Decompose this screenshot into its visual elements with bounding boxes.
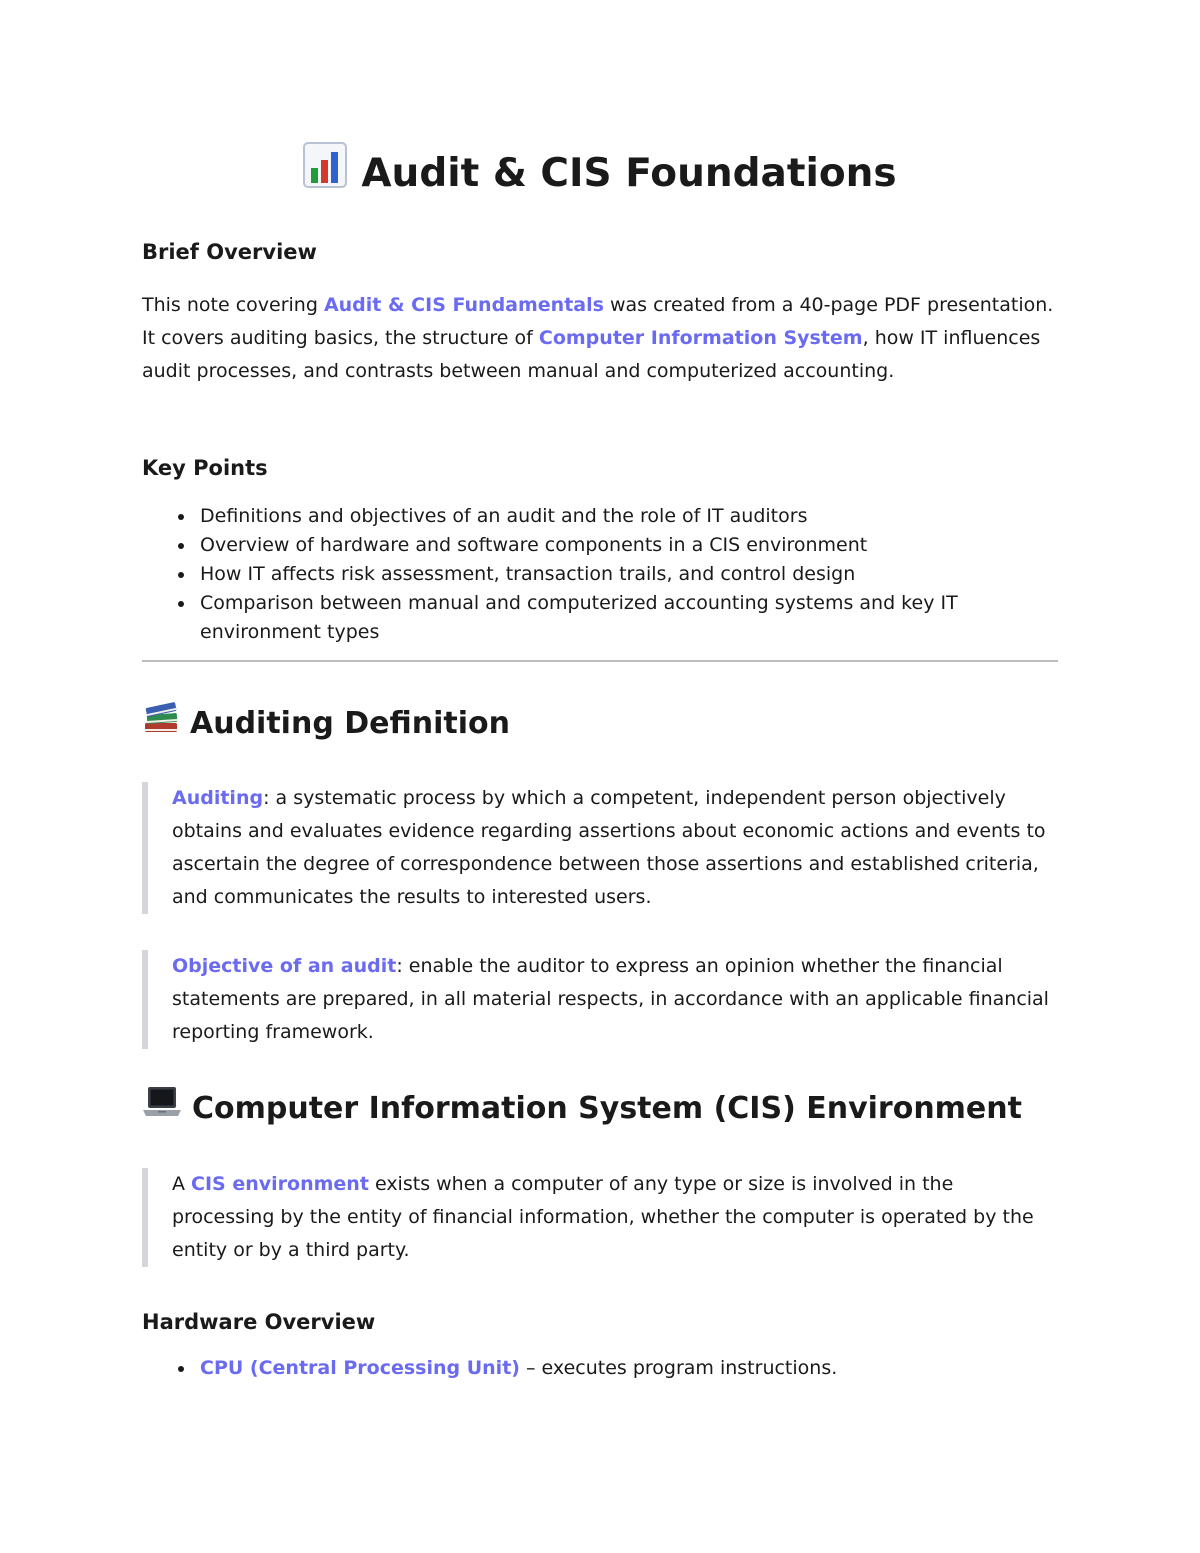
objective-of-audit-link[interactable]: Objective of an audit bbox=[172, 955, 397, 977]
list-item-text: Overview of hardware and software components in a CIS environment bbox=[200, 534, 868, 556]
section-divider bbox=[142, 660, 1058, 662]
bullet-dot bbox=[178, 1366, 184, 1372]
bullet-dot bbox=[178, 572, 184, 578]
auditing-definition-heading-text: Auditing Definition bbox=[190, 705, 510, 741]
list-item-text: Definitions and objectives of an audit and the role of IT auditors bbox=[200, 505, 808, 527]
hardware-list bbox=[142, 1354, 1058, 1383]
key-points-heading: Key Points bbox=[142, 456, 268, 480]
page-title bbox=[142, 142, 1058, 206]
list-item bbox=[142, 1354, 1058, 1383]
cpu-link[interactable]: CPU (Central Processing Unit) bbox=[200, 1357, 520, 1379]
brief-overview-paragraph bbox=[142, 289, 1058, 388]
key-points-list bbox=[142, 502, 1058, 647]
laptop-icon bbox=[142, 1085, 182, 1132]
overview-text-1: This note covering bbox=[142, 294, 324, 316]
auditing-definition-quote bbox=[142, 782, 1058, 914]
cis-environment-text: exists when a computer of any type or size is involved in the processing by the entity of financial information, whether the computer is operated by the entity or by a third party. bbox=[172, 1173, 1034, 1261]
bar-chart-icon bbox=[303, 142, 347, 206]
list-item-text: Comparison between manual and computerized accounting systems and key IT environment types bbox=[200, 592, 958, 643]
audit-cis-fundamentals-link[interactable]: Audit & CIS Fundamentals bbox=[323, 294, 604, 316]
overview-text-3: , how IT influences audit processes, and contrasts between manual and computerized accounting. bbox=[142, 327, 1041, 382]
bullet-dot bbox=[178, 514, 184, 520]
overview-text-2: was created from a 40-page PDF presentation. It covers auditing basics, the structure of bbox=[142, 294, 1054, 349]
list-item bbox=[142, 531, 1058, 560]
books-icon bbox=[142, 699, 180, 748]
cpu-description: – executes program instructions. bbox=[519, 1357, 838, 1379]
auditing-term-link[interactable]: Auditing bbox=[172, 787, 264, 809]
cis-environment-link[interactable]: CIS environment bbox=[191, 1173, 369, 1195]
list-item bbox=[142, 502, 1058, 531]
hardware-overview-heading: Hardware Overview bbox=[142, 1310, 376, 1334]
bullet-dot bbox=[178, 601, 184, 607]
list-item bbox=[142, 560, 1058, 589]
auditing-definition-heading bbox=[142, 699, 510, 748]
cis-environment-heading bbox=[142, 1085, 1022, 1132]
cis-environment-heading-text: Computer Information System (CIS) Environment bbox=[192, 1090, 1022, 1126]
list-item-text: How IT affects risk assessment, transaction trails, and control design bbox=[200, 563, 856, 585]
bullet-dot bbox=[178, 543, 184, 549]
audit-objective-quote bbox=[142, 950, 1058, 1049]
audit-objective-text: : enable the auditor to express an opinion whether the financial statements are prepared, in all material respects, in accordance with an applicable financial reporting framework. bbox=[172, 955, 1049, 1043]
auditing-definition-text: : a systematic process by which a competent, independent person objectively obtains and evaluates evidence regarding assertions about economic actions and events to ascertain the degree of correspondence between those assertions and established criteria, and communicates the results to interested users. bbox=[172, 787, 1046, 908]
computer-information-system-link[interactable]: Computer Information System bbox=[538, 327, 863, 349]
page-title-text: Audit & CIS Foundations bbox=[361, 151, 897, 196]
brief-overview-heading: Brief Overview bbox=[142, 240, 317, 264]
cis-environment-quote bbox=[142, 1168, 1058, 1267]
list-item bbox=[142, 589, 1058, 647]
cis-quote-prefix: A bbox=[172, 1173, 192, 1195]
